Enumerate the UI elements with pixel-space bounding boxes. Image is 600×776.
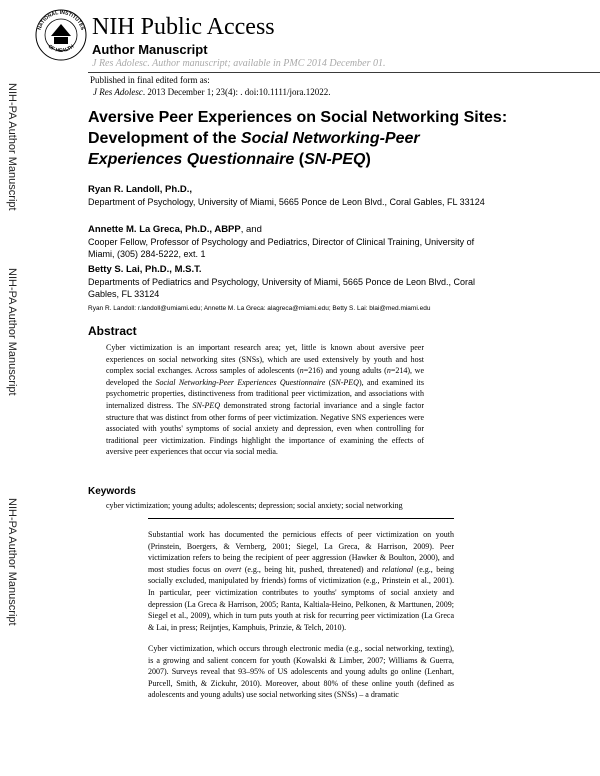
sidebar-watermark-2: NIH-PA Author Manuscript: [6, 268, 18, 396]
author-name: Betty S. Lai, Ph.D., M.S.T.: [88, 264, 202, 275]
page-header-title: NIH Public Access: [92, 14, 275, 40]
manuscript-citation: J Res Adolesc. Author manuscript; available in PMC 2014 December 01.: [92, 58, 386, 69]
header-divider: [88, 72, 600, 73]
author-emails: Ryan R. Landoll: r.landoll@umiami.edu; Annette M. La Greca: alagreca@miami.edu; Betty S. Lai: blai@med.miami.edu: [88, 305, 431, 312]
journal-name: J Res Adolesc: [93, 87, 143, 97]
svg-text:OF HEALTH: OF HEALTH: [46, 43, 76, 54]
keywords-list: cyber victimization; young adults; adolescents; depression; social anxiety; social networking: [106, 501, 403, 510]
abstract-text: Cyber victimization is an important research area; yet, little is known about aversive peer experiences on social networking sites (SNSs), which are used extensively by youth and host complex social exchanges. Across samples of adolescents (n=216) and young adults (n=214), we developed the Social Networking-Peer Experiences Questionnaire (SN-PEQ), and examined its psychometric properties, distinctiveness from traditional peer victimization, and associations with internalized distress. The SN-PEQ demonstrated strong factorial invariance and a single factor structure that was distinct from other forms of peer victimization. Negative SNS experiences were associated with youths' symptoms of social anxiety and depression, even when controlling for traditional peer victimization. Findings highlight the importance of examining the effects of aversive peer experiences that occur via social media.: [106, 343, 425, 457]
abstract-heading: Abstract: [88, 324, 137, 338]
sidebar-watermark-1: NIH-PA Author Manuscript: [6, 83, 18, 211]
author-affiliation: Cooper Fellow, Professor of Psychology and Pediatrics, Director of Clinical Training, University of Miami, (305) 284-5222, ext. 1: [88, 237, 475, 259]
svg-text:NATIONAL INSTITUTES: NATIONAL INSTITUTES: [36, 9, 86, 31]
page-header-subtitle: Author Manuscript: [92, 42, 208, 57]
author-name: Ryan R. Landoll, Ph.D.,: [88, 184, 192, 195]
author-affiliation: Department of Psychology, University of Miami, 5665 Ponce de Leon Blvd., Coral Gables, FL 33124: [88, 197, 485, 207]
publication-details: . 2013 December 1; 23(4): . doi:10.1111/jora.12022.: [142, 87, 331, 97]
author-name: Annette M. La Greca, Ph.D., ABPP, and: [88, 224, 262, 235]
sidebar-watermark-3: NIH-PA Author Manuscript: [6, 498, 18, 626]
keywords-heading: Keywords: [88, 486, 136, 497]
nih-seal-logo: [34, 8, 88, 62]
author-affiliation: Departments of Pediatrics and Psychology, University of Miami, 5665 Ponce de Leon Blvd., Coral Gables, FL 33124: [88, 277, 476, 299]
body-paragraph: Cyber victimization, which occurs through electronic media (e.g., social networking, texting), is a growing and salient concern for youth (Kowalski & Limber, 2007; Williams & Guerra, 2007). Surveys reveal that 93–95% of US adolescents and young adults go online (Lenhart, Purcell, Smith, & Zickuhr, 2010). Moreover, about 80% of these online youth (defined as adolescents and young adults) use social networking sites (SNSs) – a dramatic: [148, 644, 454, 700]
publication-reference: [93, 87, 331, 97]
body-paragraph: Substantial work has documented the pernicious effects of peer victimization on youth (Prinstein, Boergers, & Vernberg, 2001; Siegel, La Greca, & Harrison, 2009). Peer victimization refers to being the recipient of peer aggression (Hawker & Boulton, 2000), and most studies focus on overt (e.g., being hit, pushed, threatened) and relational (e.g., being socially excluded, manipulated by friends) forms of victimization (e.g., Prinstein et al., 2001). In particular, peer victimization contributes to youths' symptoms of social anxiety and depression (La Greca & Harrison, 2005; Ranta, Kaltiala-Heino, Pelkonen, & Marttunen, 2009; Siegel et al., 2009), which in turn puts youth at risk for recurring peer victimization (La Greca & Lai, in press; Reijntjes, Kamphuis, Prinzie, & Telch, 2010).: [148, 530, 455, 632]
published-label: Published in final edited form as:: [90, 75, 210, 85]
article-title: Aversive Peer Experiences on Social Networking Sites: Development of the Social Networking-Peer Experiences Questionnaire (SN-PEQ): [88, 109, 508, 168]
body-divider: [148, 518, 454, 519]
